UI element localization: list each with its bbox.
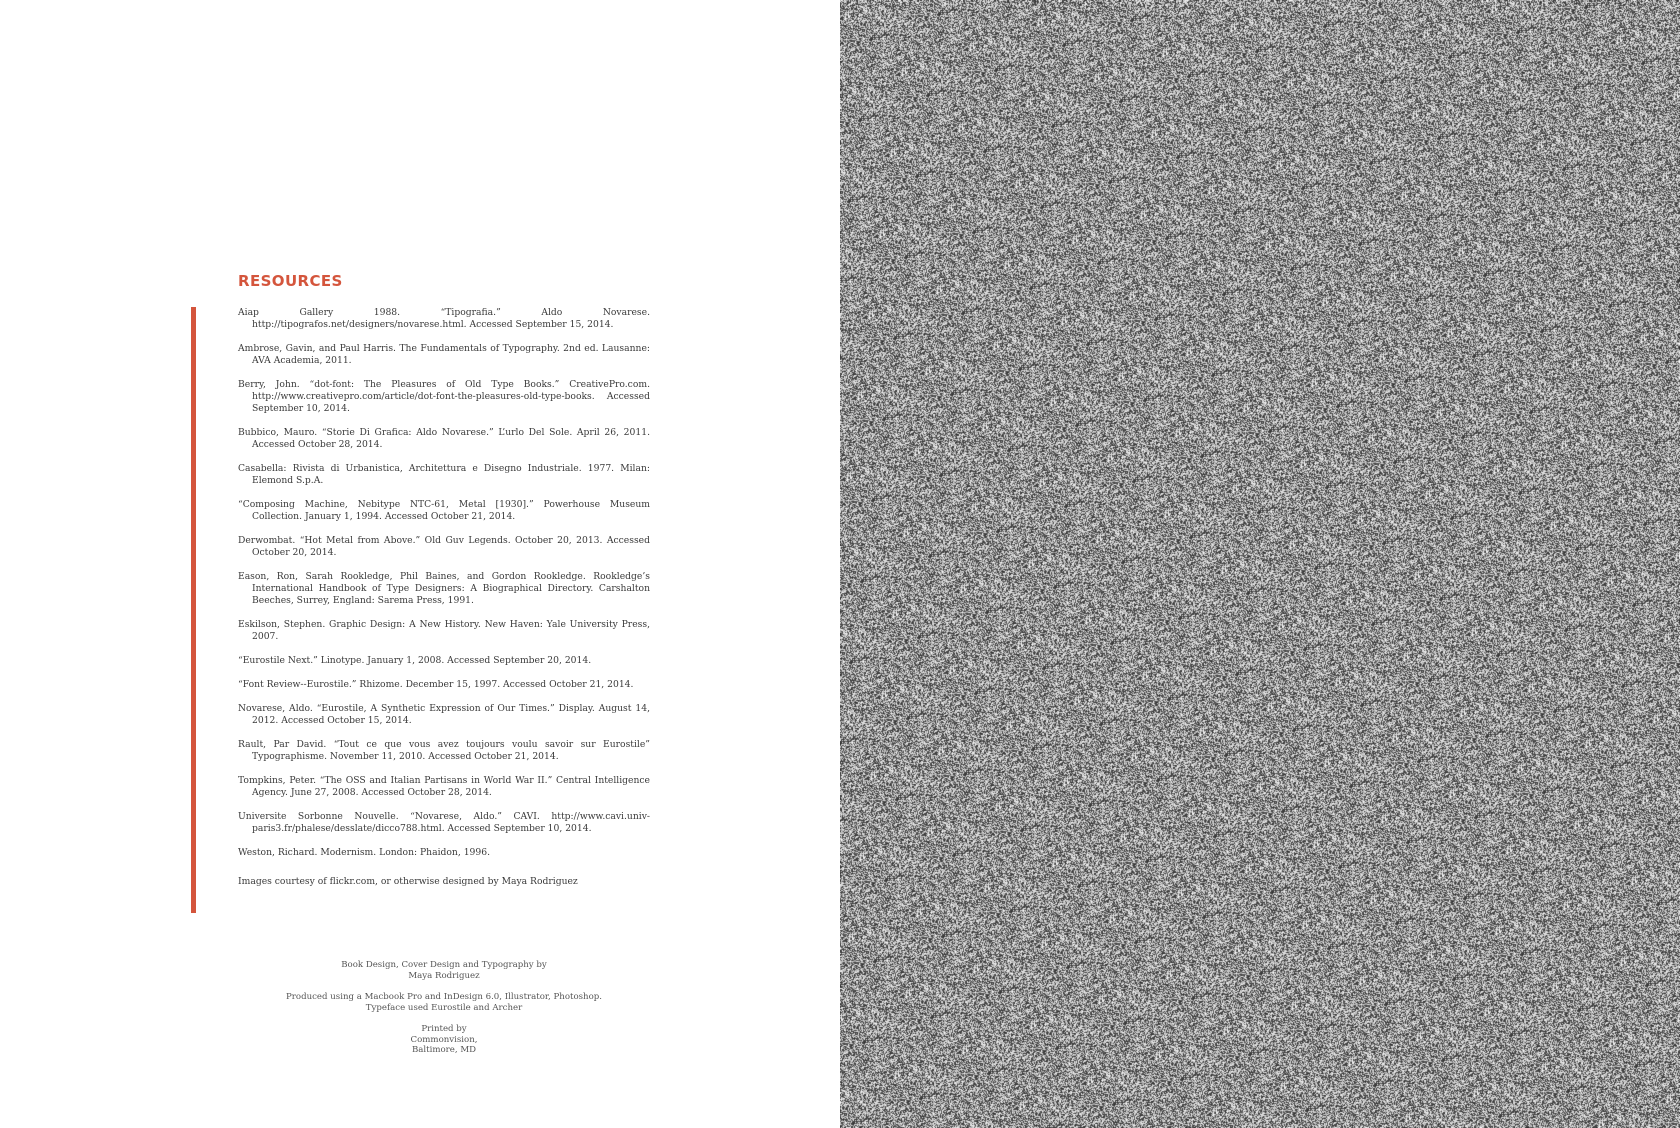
colophon-printed-by: Printed by	[421, 1024, 467, 1034]
reference-item: Berry, John. “dot-font: The Pleasures of Old Type Books.” CreativePro.com. http://www.creativepro.com/article/dot-font-the-pleasures-old-type-books. Accessed September 10, 2014.	[238, 379, 650, 414]
colophon	[238, 960, 650, 1067]
reference-item: Casabella: Rivista di Urbanistica, Architettura e Disegno Industriale. 1977. Milan: Elemond S.p.A.	[238, 463, 650, 486]
images-credit: Images courtesy of flickr.com, or otherwise designed by Maya Rodriguez	[238, 876, 578, 887]
colophon-design	[238, 960, 650, 981]
reference-item: Bubbico, Mauro. “Storie Di Grafica: Aldo Novarese.” L’urlo Del Sole. April 26, 2011. Accessed October 28, 2014.	[238, 427, 650, 450]
reference-item: “Composing Machine, Nebitype NTC-61, Metal [1930].” Powerhouse Museum Collection. January 1, 1994. Accessed October 21, 2014.	[238, 499, 650, 522]
reference-item: Aiap Gallery 1988. “Tipografia.” Aldo Novarese. http://tipografos.net/designers/novarese.html. Accessed September 15, 2014.	[238, 307, 650, 330]
colophon-design-line: Book Design, Cover Design and Typography by	[341, 960, 547, 970]
accent-bar	[191, 307, 196, 913]
colophon-printer-name: Commonvision,	[410, 1034, 478, 1045]
reference-item: Weston, Richard. Modernism. London: Phaidon, 1996.	[238, 847, 490, 858]
reference-item: Novarese, Aldo. “Eurostile, A Synthetic Expression of Our Times.” Display. August 14, 2012. Accessed October 15, 2014.	[238, 703, 650, 726]
reference-item: Tompkins, Peter. “The OSS and Italian Partisans in World War II.” Central Intelligence Agency. June 27, 2008. Accessed October 28, 2014.	[238, 775, 650, 798]
colophon-produced	[238, 992, 650, 1013]
colophon-typeface-line: Typeface used Eurostile and Archer	[365, 1002, 523, 1013]
static-noise-image	[840, 0, 1680, 1128]
reference-item: Universite Sorbonne Nouvelle. “Novarese, Aldo.” CAVI. http://www.cavi.univ-paris3.fr/phalese/desslate/dicco788.html. Accessed September 10, 2014.	[238, 811, 650, 834]
colophon-printer-location: Baltimore, MD	[411, 1045, 477, 1055]
reference-list	[238, 307, 650, 871]
colophon-designer-name: Maya Rodriguez	[408, 970, 480, 981]
reference-item: “Font Review--Eurostile.” Rhizome. December 15, 1997. Accessed October 21, 2014.	[238, 679, 634, 690]
section-heading: RESOURCES	[238, 272, 343, 290]
reference-item: Eskilson, Stephen. Graphic Design: A New History. New Haven: Yale University Press, 2007.	[238, 619, 650, 642]
reference-item: Rault, Par David. “Tout ce que vous avez toujours voulu savoir sur Eurostile” Typographisme. November 11, 2010. Accessed October 21, 2014.	[238, 739, 650, 762]
noise-texture-page	[840, 0, 1680, 1128]
reference-item: Eason, Ron, Sarah Rookledge, Phil Baines, and Gordon Rookledge. Rookledge’s International Handbook of Type Designers: A Biographical Directory. Carshalton Beeches, Surrey, England: Sarema Press, 1991.	[238, 571, 650, 606]
reference-item: “Eurostile Next.” Linotype. January 1, 2008. Accessed September 20, 2014.	[238, 655, 592, 666]
colophon-produced-line: Produced using a Macbook Pro and InDesign 6.0, Illustrator, Photoshop.	[286, 992, 602, 1002]
colophon-printed	[238, 1024, 650, 1056]
reference-item: Ambrose, Gavin, and Paul Harris. The Fundamentals of Typography. 2nd ed. Lausanne: AVA Academia, 2011.	[238, 343, 650, 366]
reference-item: Derwombat. “Hot Metal from Above.” Old Guv Legends. October 20, 2013. Accessed October 20, 2014.	[238, 535, 650, 558]
